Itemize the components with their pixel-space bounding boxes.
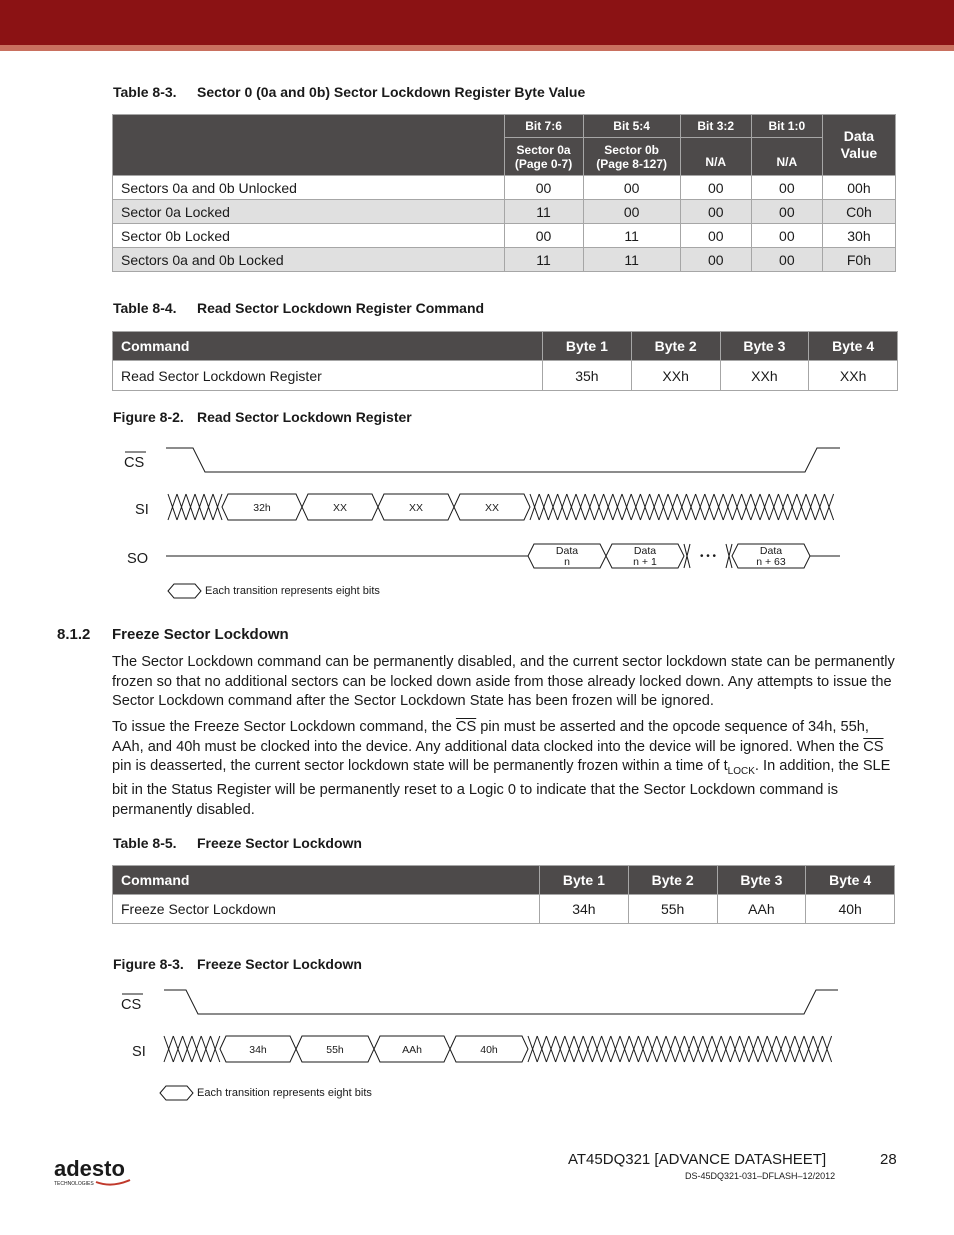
cell: 00 xyxy=(751,200,822,224)
caption-title: Freeze Sector Lockdown xyxy=(197,835,362,851)
cell: 00 xyxy=(680,176,751,200)
byte-label: 40h xyxy=(480,1044,498,1056)
cell: 11 xyxy=(583,248,680,272)
table-header-sub: Sector 0b (Page 8-127) xyxy=(583,138,680,176)
table-header-bit: Bit 1:0 xyxy=(751,115,822,138)
figure-8-3-caption xyxy=(113,956,362,972)
table-header: Byte 3 xyxy=(720,332,809,361)
table-header: Command xyxy=(113,332,543,361)
byte-label: 34h xyxy=(249,1044,267,1056)
cell: AAh xyxy=(717,895,806,924)
cell: 55h xyxy=(628,895,717,924)
cell: 00 xyxy=(680,224,751,248)
section-heading xyxy=(57,626,289,643)
row-label: Sector 0a Locked xyxy=(113,200,505,224)
cs-waveform xyxy=(166,448,840,472)
caption-number: Figure 8-3. xyxy=(113,956,184,972)
so-label: SO xyxy=(127,551,149,567)
paragraph: The Sector Lockdown command can be permanently disabled, and the current sector lockdown state can be permanently frozen so that no additional sectors can be locked down aside from those already locked down. Any attempts to issue the Sector Lockdown command after the Sector Lockdown State has been frozen will be ignored. xyxy=(112,654,895,709)
text-run: pin is deasserted, the current sector lockdown state will be permanently frozen within a time of t xyxy=(112,758,728,774)
caption-title: Read Sector Lockdown Register xyxy=(197,409,412,425)
logo-text: adesto xyxy=(54,1158,125,1181)
text-run: To issue the Freeze Sector Lockdown command, the xyxy=(112,719,456,735)
table-header: Byte 1 xyxy=(543,332,632,361)
cs-signal: $\overline{CS}$ xyxy=(863,738,884,755)
table-header-bit: Bit 3:2 xyxy=(680,115,751,138)
table-header: Byte 2 xyxy=(628,866,717,895)
footer-title: AT45DQ321 [ADVANCE DATASHEET] xyxy=(568,1151,827,1168)
cell: XXh xyxy=(631,361,720,391)
row-label: Sector 0b Locked xyxy=(113,224,505,248)
cell: XXh xyxy=(809,361,898,391)
table-row xyxy=(113,895,895,924)
legend-text: Each transition represents eight bits xyxy=(205,585,380,597)
table-header-sub: N/A xyxy=(680,138,751,176)
row-label: Sectors 0a and 0b Unlocked xyxy=(113,176,505,200)
table-header-bit: Bit 7:6 xyxy=(504,115,583,138)
section-number: 8.1.2 xyxy=(57,626,91,643)
table-header: Byte 4 xyxy=(809,332,898,361)
cs-label: CS xyxy=(121,997,142,1013)
section-title: Freeze Sector Lockdown xyxy=(112,626,289,643)
cs-label: CS xyxy=(124,455,145,471)
cell: 30h xyxy=(822,224,895,248)
logo-subtext: TECHNOLOGIES xyxy=(54,1181,94,1187)
table-header: Byte 3 xyxy=(717,866,806,895)
cell: XXh xyxy=(720,361,809,391)
page-number: 28 xyxy=(880,1151,897,1168)
caption-title: Freeze Sector Lockdown xyxy=(197,956,362,972)
cell: 11 xyxy=(583,224,680,248)
cell: 00 xyxy=(583,200,680,224)
table-header-bit: Bit 5:4 xyxy=(583,115,680,138)
table-header-data-value: Data Value xyxy=(822,115,895,176)
byte-label: Data xyxy=(633,545,657,557)
ellipsis: • • • xyxy=(699,551,717,562)
si-label: SI xyxy=(132,1044,146,1060)
adesto-logo xyxy=(54,1158,134,1193)
paragraph xyxy=(112,718,902,820)
legend-text: Each transition represents eight bits xyxy=(197,1087,372,1099)
table-header-sub: Sector 0a (Page 0-7) xyxy=(504,138,583,176)
byte-label: Data xyxy=(555,545,579,557)
byte-label: XX xyxy=(484,502,500,514)
caption-number: Table 8-4. xyxy=(113,300,177,316)
byte-label: 32h xyxy=(253,502,271,514)
table-8-5 xyxy=(112,865,895,924)
table-header-sub: N/A xyxy=(751,138,822,176)
caption-title: Sector 0 (0a and 0b) Sector Lockdown Register Byte Value xyxy=(197,84,586,100)
si-label: SI xyxy=(135,502,149,518)
cell: 00 xyxy=(751,224,822,248)
cell: Freeze Sector Lockdown xyxy=(113,895,540,924)
byte-label: n + 1 xyxy=(633,556,657,568)
document-number: DS-45DQ321-031–DFLASH–12/2012 xyxy=(685,1171,836,1181)
text-run: pin must be asserted and the opcode sequence of 34h, 55h, AAh, and 40h must be clocked into the device. Any additional data clocked into the device will be ignored. When the xyxy=(112,719,869,755)
legend-symbol xyxy=(160,1086,193,1100)
table-header: Command xyxy=(113,866,540,895)
byte-label: n + 63 xyxy=(756,556,786,568)
table-header: Byte 2 xyxy=(631,332,720,361)
byte-label: Data xyxy=(759,545,783,557)
cell: 00 xyxy=(751,176,822,200)
so-waveform xyxy=(166,544,840,568)
cell: 00 xyxy=(504,224,583,248)
cell: 11 xyxy=(504,200,583,224)
byte-label: XX xyxy=(408,502,424,514)
subscript: LOCK xyxy=(727,765,755,777)
cell: 00 xyxy=(680,200,751,224)
cell: 11 xyxy=(504,248,583,272)
cell: 00h xyxy=(822,176,895,200)
cell: 00 xyxy=(504,176,583,200)
cell: C0h xyxy=(822,200,895,224)
caption-title: Read Sector Lockdown Register Command xyxy=(197,300,485,316)
row-label: Sectors 0a and 0b Locked xyxy=(113,248,505,272)
cs-signal: $\overline{CS}$ xyxy=(455,719,477,735)
cell: 00 xyxy=(751,248,822,272)
table-header: Byte 1 xyxy=(540,866,629,895)
table-header: Byte 4 xyxy=(806,866,895,895)
cell: 00 xyxy=(680,248,751,272)
caption-number: Table 8-3. xyxy=(113,84,177,100)
cell: 34h xyxy=(540,895,629,924)
caption-number: Figure 8-2. xyxy=(113,409,184,425)
byte-label: 55h xyxy=(326,1044,344,1056)
cs-waveform xyxy=(164,990,838,1014)
byte-label: XX xyxy=(332,502,348,514)
cell: 40h xyxy=(806,895,895,924)
text-run: . In addition, the SLE bit in the Status Register will be permanently reset to a Logic 0 to indicate that the Sector Lockdown command is permanently disabled. xyxy=(112,758,891,818)
byte-label: AAh xyxy=(402,1044,422,1056)
legend-symbol xyxy=(168,584,201,598)
byte-label: n xyxy=(564,556,570,568)
cell: 00 xyxy=(583,176,680,200)
cell: 35h xyxy=(543,361,632,391)
table-8-5-caption xyxy=(113,835,362,851)
cell: Read Sector Lockdown Register xyxy=(113,361,543,391)
caption-number: Table 8-5. xyxy=(113,835,177,851)
cell: F0h xyxy=(822,248,895,272)
